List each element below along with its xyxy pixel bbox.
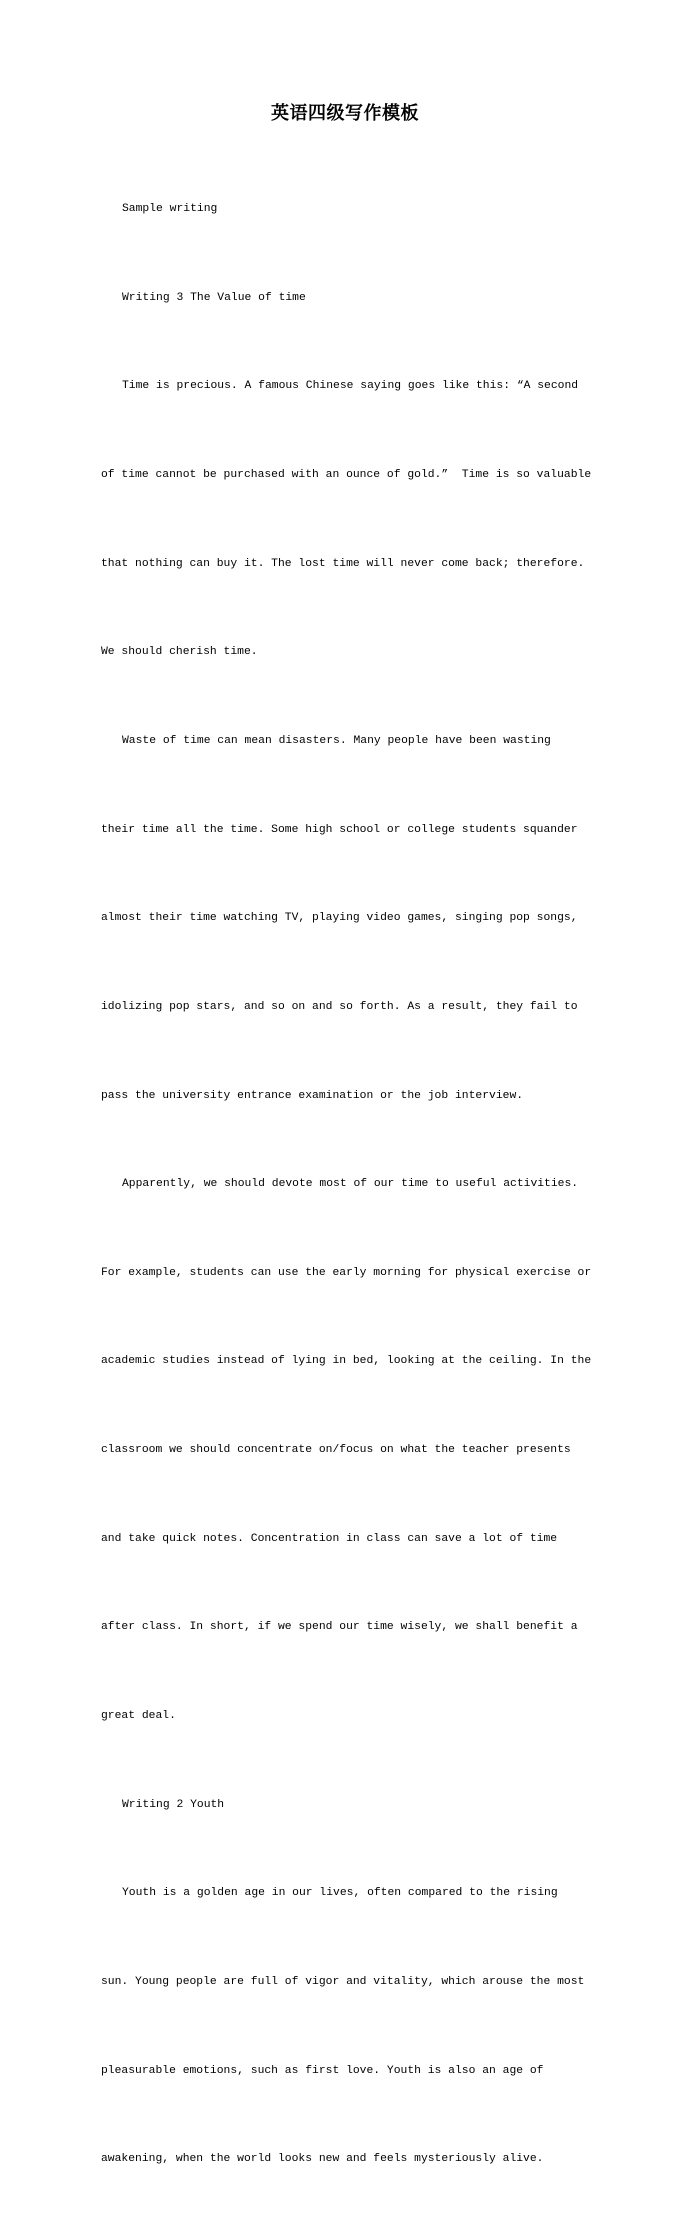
section-heading-writing-3: Writing 3 The Value of time: [122, 291, 306, 304]
paragraph-line: that nothing can buy it. The lost time will never come back; therefore.: [101, 557, 585, 570]
paragraph-line: almost their time watching TV, playing video games, singing pop songs,: [101, 912, 578, 925]
paragraph-line: idolizing pop stars, and so on and so forth. As a result, they fail to: [101, 1000, 578, 1013]
paragraph-line: their time all the time. Some high school or college students squander: [101, 823, 578, 836]
paragraph-line: Waste of time can mean disasters. Many people have been wasting: [122, 734, 551, 747]
paragraph-line: Time is precious. A famous Chinese saying goes like this: “A second: [122, 380, 579, 393]
paragraph-line: after class. In short, if we spend our time wisely, we shall benefit a: [101, 1621, 578, 1634]
document-body: [101, 136, 601, 2234]
paragraph-line: great deal.: [101, 1709, 176, 1722]
section-label-sample-writing: Sample writing: [122, 203, 218, 216]
document-title: 英语四级写作模板: [271, 103, 419, 124]
paragraph-line: pleasurable emotions, such as first love. Youth is also an age of: [101, 2064, 544, 2077]
paragraph-line: classroom we should concentrate on/focus on what the teacher presents: [101, 1444, 571, 1457]
paragraph-line: sun. Young people are full of vigor and vitality, which arouse the most: [101, 1975, 585, 1988]
paragraph-line: pass the university entrance examination or the job interview.: [101, 1089, 524, 1102]
paragraph-line: and take quick notes. Concentration in class can save a lot of time: [101, 1532, 558, 1545]
paragraph-line: Apparently, we should devote most of our time to useful activities.: [122, 1178, 579, 1191]
paragraph-line: of time cannot be purchased with an ounce of gold.” Time is so valuable: [101, 469, 592, 482]
paragraph-line: We should cherish time.: [101, 646, 258, 659]
section-heading-writing-2: Writing 2 Youth: [122, 1798, 225, 1811]
paragraph-line: For example, students can use the early morning for physical exercise or: [101, 1266, 592, 1279]
paragraph-line: Youth is a golden age in our lives, often compared to the rising: [122, 1887, 558, 1900]
paragraph-line: academic studies instead of lying in bed, looking at the ceiling. In the: [101, 1355, 592, 1368]
paragraph-line: awakening, when the world looks new and feels mysteriously alive.: [101, 2153, 544, 2166]
